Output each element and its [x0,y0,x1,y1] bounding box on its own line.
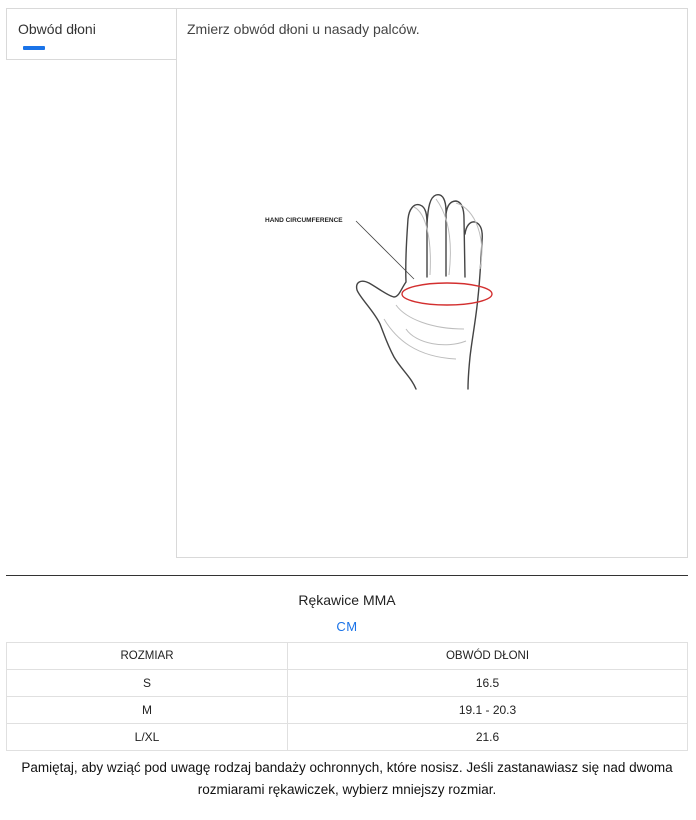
tab-hand-circumference[interactable] [6,8,176,60]
tab-panel [176,8,688,558]
sizing-note: Pamiętaj, aby wziąć pod uwagę rodzaj bandaży ochronnych, które nosisz. Jeśli zastanawiasz się nad dwoma rozmiarami rękawiczek, wybierz mniejszy rozmiar. [21,760,673,797]
size-table-title: Rękawice MMA [298,592,396,608]
tab-label: Obwód dłoni [18,21,96,37]
table-row [7,724,688,751]
size-cell: S [7,670,288,697]
column-header-hand-circumference: OBWÓD DŁONI [288,643,688,670]
table-row [7,670,688,697]
size-table [6,642,688,751]
size-guide-tabs [6,8,688,558]
size-cell: M [7,697,288,724]
measurement-cell: 21.6 [288,724,688,751]
hand-outline [357,195,483,389]
hand-shading [384,199,482,359]
measurement-cell: 16.5 [288,670,688,697]
column-header-size: ROZMIAR [7,643,288,670]
hand-measurement-illustration [256,179,516,399]
size-table-unit: CM [336,619,358,634]
size-cell: L/XL [7,724,288,751]
measurement-cell: 19.1 - 20.3 [288,697,688,724]
active-tab-indicator [23,46,45,50]
hand-circumference-label: HAND CIRCUMFERENCE [265,217,343,224]
table-header-row [7,643,688,670]
measurement-instruction: Zmierz obwód dłoni u nasady palców. [187,21,420,37]
table-row [7,697,688,724]
section-divider [6,575,688,576]
